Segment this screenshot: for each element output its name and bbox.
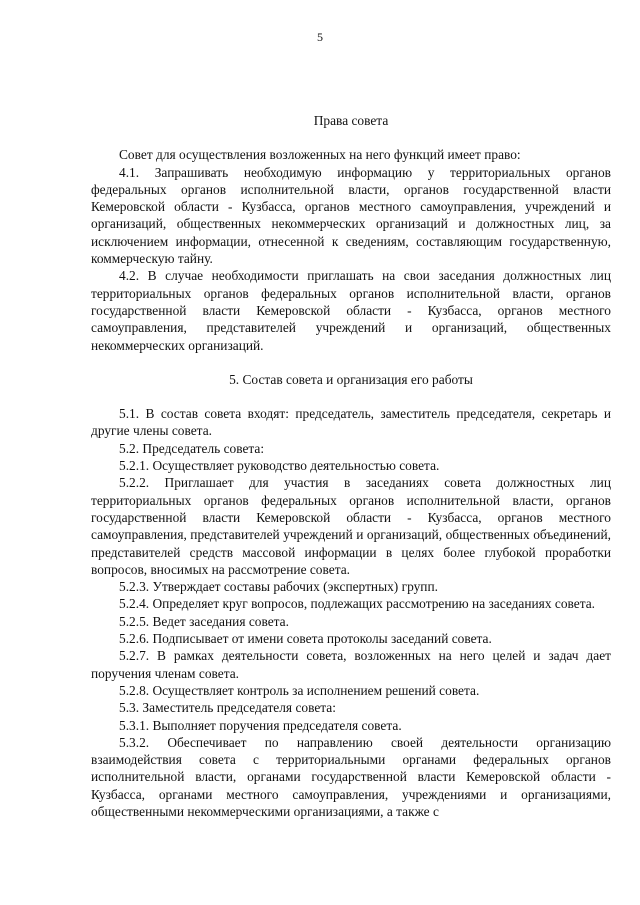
paragraph: 5.2.3. Утверждает составы рабочих (экспертных) групп. bbox=[119, 579, 438, 595]
paragraph: Совет для осуществления возложенных на него функций имеет право: bbox=[119, 147, 521, 163]
paragraph: 5.3.2. Обеспечивает по направлению своей деятельности организацию взаимодействия совета с территориальными органами федеральных органов исполнительной власти, органами государственной власти Кемеровской области - Кузбасса, органами местного самоуправления, учреждениями и организациями, общественными некоммерческими организациями, а также с bbox=[91, 734, 611, 819]
paragraph: 5.2.4. Определяет круг вопросов, подлежащих рассмотрению на заседаниях совета. bbox=[119, 596, 596, 612]
section-4-title: Права совета bbox=[313, 113, 389, 128]
paragraph: 5.2.8. Осуществляет контроль за исполнением решений совета. bbox=[119, 682, 480, 698]
paragraph: 5.2.7. В рамках деятельности совета, возложенных на него целей и задач дает поручения членам совета. bbox=[91, 648, 611, 681]
paragraph: 5.2.2. Приглашает для участия в заседаниях совета должностных лиц территориальных органов федеральных органов исполнительной власти, органов государственной власти Кемеровской области - Кузбасса, органов местного самоуправления, представителей учреждений и организаций, общественных объединений, представителей средств массовой информации в целях более глубокой проработки вопросов, вносимых на рассмотрение совета. bbox=[91, 475, 611, 577]
paragraph: 4.2. В случае необходимости приглашать на свои заседания должностных лиц территориальных органов федеральных органов исполнительной власти, органов государственной власти Кемеровской области - Кузбасса, органов местного самоуправления, представителей учреждений и организаций, общественных некоммерческих организаций. bbox=[91, 268, 611, 353]
paragraph: 5.2.1. Осуществляет руководство деятельностью совета. bbox=[119, 458, 440, 474]
paragraph: 5.3. Заместитель председателя совета: bbox=[119, 700, 336, 716]
paragraph: 5.1. В состав совета входят: председатель, заместитель председателя, секретарь и другие члены совета. bbox=[91, 406, 611, 439]
paragraph: 5.2. Председатель совета: bbox=[119, 440, 265, 456]
document-body bbox=[91, 112, 611, 820]
section-5-title: 5. Состав совета и организация его работы bbox=[229, 371, 473, 387]
paragraph: 4.1. Запрашивать необходимую информацию у территориальных органов федеральных органов исполнительной власти, органов государственной власти Кемеровской области - Кузбасса, органов местного самоуправления, учреждений и организаций, общественных некоммерческих организаций и должностных лиц, за исключением информации, отнесенной к сведениям, составляющим государственную, коммерческую тайну. bbox=[91, 164, 611, 267]
page-number: 5 bbox=[317, 30, 323, 44]
paragraph: 5.2.6. Подписывает от имени совета протоколы заседаний совета. bbox=[119, 631, 492, 647]
paragraph: 5.3.1. Выполняет поручения председателя совета. bbox=[119, 717, 402, 733]
paragraph: 5.2.5. Ведет заседания совета. bbox=[119, 613, 289, 629]
